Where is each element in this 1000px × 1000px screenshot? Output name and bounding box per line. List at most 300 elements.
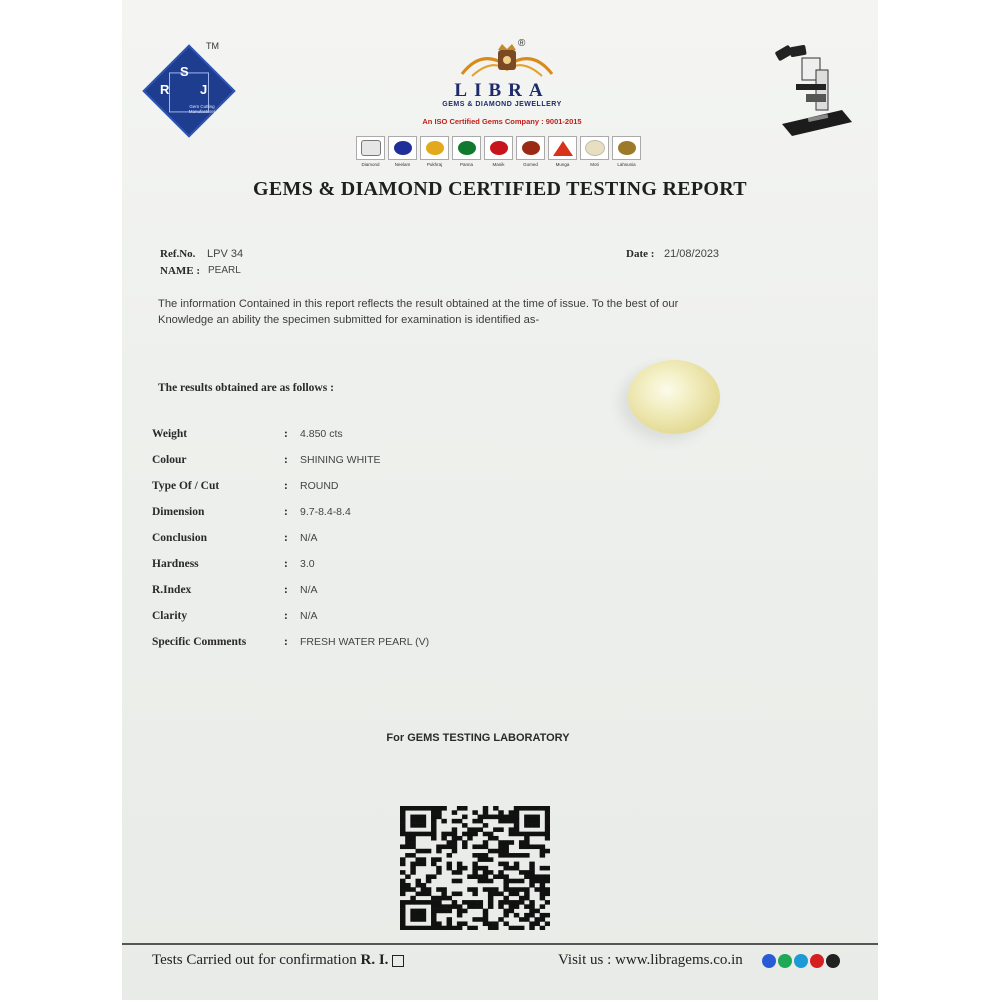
qr-module (462, 823, 467, 828)
qr-module (400, 819, 405, 824)
gem-item: Pukhraj (420, 136, 449, 172)
qr-module (431, 917, 436, 922)
qr-module (540, 896, 545, 901)
qr-module (436, 866, 441, 871)
qr-module (529, 806, 534, 811)
qr-module (436, 849, 441, 854)
qr-module (436, 926, 441, 930)
qr-module (467, 900, 472, 905)
ref-value: LPV 34 (207, 248, 244, 260)
qr-module (421, 862, 426, 867)
qr-module (529, 832, 534, 837)
qr-module (503, 840, 508, 845)
qr-module (488, 879, 493, 884)
registered-mark: ® (518, 38, 526, 49)
qr-module (441, 844, 446, 849)
qr-module (426, 806, 431, 811)
qr-module (483, 810, 488, 815)
qr-module (400, 815, 405, 820)
qr-module (452, 892, 457, 897)
qr-module (447, 909, 452, 914)
qr-module (467, 836, 472, 841)
qr-module (421, 909, 426, 914)
emerald-icon (458, 141, 476, 155)
hessonite-icon (522, 141, 540, 155)
date-label: Date : (626, 248, 655, 260)
qr-module (426, 879, 431, 884)
qr-module (410, 844, 415, 849)
brand-subtitle: GEMS & DIAMOND JEWELLERY (442, 101, 562, 108)
qr-module (431, 857, 436, 862)
gem-item: Lahsunia (612, 136, 641, 172)
qr-module (519, 870, 524, 875)
qr-module (410, 819, 415, 824)
qr-module (410, 823, 415, 828)
qr-module (509, 887, 514, 892)
whatsapp-icon[interactable] (778, 954, 792, 968)
qr-module (545, 819, 550, 824)
checkbox-icon (392, 955, 404, 967)
qr-module (540, 806, 545, 811)
qr-module (426, 832, 431, 837)
pearl-gem-icon (585, 140, 605, 156)
blue-sapphire-icon (394, 141, 412, 155)
qr-module (436, 810, 441, 815)
qr-module (472, 887, 477, 892)
qr-module (488, 896, 493, 901)
qr-module (416, 815, 421, 820)
qr-module (467, 887, 472, 892)
qr-module (545, 806, 550, 811)
qr-module (493, 836, 498, 841)
qr-module (452, 900, 457, 905)
qr-module (483, 921, 488, 926)
name-value: PEARL (208, 265, 241, 276)
qr-module (493, 827, 498, 832)
qr-module (529, 909, 534, 914)
qr-module (452, 870, 457, 875)
qr-module (524, 836, 529, 841)
ref-label: Ref.No. (160, 248, 196, 260)
gem-item: Moti (580, 136, 609, 172)
qr-module (488, 857, 493, 862)
qr-module (493, 921, 498, 926)
qr-module (509, 904, 514, 909)
qr-module (483, 815, 488, 820)
qr-module (410, 853, 415, 858)
qr-module (436, 870, 441, 875)
qr-module (483, 913, 488, 918)
qr-module (457, 862, 462, 867)
qr-module (514, 900, 519, 905)
qr-module (426, 849, 431, 854)
qr-module (519, 926, 524, 930)
qr-module (483, 832, 488, 837)
qr-module (431, 904, 436, 909)
qr-module (545, 900, 550, 905)
qr-module (519, 896, 524, 901)
qr-module (457, 904, 462, 909)
qr-module (472, 862, 477, 867)
qr-module (503, 909, 508, 914)
qr-module (462, 815, 467, 820)
qr-module (540, 874, 545, 879)
qr-module (431, 836, 436, 841)
qr-module (431, 815, 436, 820)
qr-module (410, 866, 415, 871)
cats-eye-icon (618, 141, 636, 155)
qr-module (524, 832, 529, 837)
gem-item: Manik (484, 136, 513, 172)
property-row: Specific Comments : FRESH WATER PEARL (V) (152, 636, 430, 648)
qr-module (545, 810, 550, 815)
qr-module (441, 832, 446, 837)
qr-module (478, 815, 483, 820)
qr-module (534, 806, 539, 811)
qr-module (478, 900, 483, 905)
qr-module (503, 874, 508, 879)
website-link[interactable]: Visit us : www.libragems.co.in (558, 952, 743, 968)
qr-module (509, 827, 514, 832)
qr-module (472, 870, 477, 875)
rsj-letters: S R J (160, 64, 208, 97)
qr-module (416, 823, 421, 828)
qr-module (416, 883, 421, 888)
qr-module (509, 840, 514, 845)
qr-module (462, 921, 467, 926)
qr-module (400, 887, 405, 892)
qr-module (431, 874, 436, 879)
property-row: Clarity : N/A (152, 610, 318, 622)
qr-module (534, 844, 539, 849)
qr-module (467, 832, 472, 837)
qr-module (534, 909, 539, 914)
qr-module (410, 913, 415, 918)
qr-module (509, 879, 514, 884)
qr-module (431, 862, 436, 867)
qr-module (488, 849, 493, 854)
qr-module (503, 815, 508, 820)
rsj-subtitle: Gem Cutting Manufacturer (188, 104, 216, 114)
qr-module (534, 819, 539, 824)
qr-module (493, 887, 498, 892)
date-value: 21/08/2023 (664, 248, 720, 260)
qr-module (462, 806, 467, 811)
qr-module (498, 840, 503, 845)
qr-module (514, 887, 519, 892)
qr-module (524, 819, 529, 824)
qr-module (441, 926, 446, 930)
qr-module (514, 926, 519, 930)
qr-module (529, 862, 534, 867)
qr-module (421, 887, 426, 892)
qr-module (483, 844, 488, 849)
qr-module (545, 921, 550, 926)
qr-module (509, 900, 514, 905)
qr-module (519, 917, 524, 922)
qr-module (421, 917, 426, 922)
qr-module (467, 926, 472, 930)
qr-module (478, 879, 483, 884)
qr-module (524, 892, 529, 897)
qr-module (431, 823, 436, 828)
qr-module (524, 896, 529, 901)
qr-module (400, 926, 405, 930)
instagram-icon[interactable] (826, 954, 840, 968)
qr-module (514, 913, 519, 918)
qr-module (426, 887, 431, 892)
qr-module (431, 913, 436, 918)
qr-module (452, 836, 457, 841)
qr-module (509, 926, 514, 930)
qr-module (483, 909, 488, 914)
qr-module (519, 853, 524, 858)
qr-module (452, 819, 457, 824)
qr-module (410, 926, 415, 930)
qr-module (452, 827, 457, 832)
qr-module (519, 832, 524, 837)
qr-module (400, 883, 405, 888)
qr-module (524, 917, 529, 922)
qr-module (410, 840, 415, 845)
qr-module (421, 849, 426, 854)
qr-module (545, 849, 550, 854)
qr-module (472, 917, 477, 922)
qr-module (529, 904, 534, 909)
qr-module (493, 806, 498, 811)
qr-module (405, 832, 410, 837)
qr-module (441, 887, 446, 892)
qr-module (545, 874, 550, 879)
qr-module (524, 904, 529, 909)
qr-module (472, 904, 477, 909)
qr-module (498, 844, 503, 849)
qr-module (400, 921, 405, 926)
qr-module (457, 909, 462, 914)
qr-module (421, 892, 426, 897)
qr-module (524, 806, 529, 811)
qr-module (400, 913, 405, 918)
qr-module (509, 853, 514, 858)
qr-module (524, 874, 529, 879)
qr-module (488, 904, 493, 909)
qr-module (400, 857, 405, 862)
qr-module (405, 883, 410, 888)
qr-module (436, 909, 441, 914)
qr-module (483, 866, 488, 871)
qr-module (436, 900, 441, 905)
qr-module (431, 900, 436, 905)
qr-module (493, 849, 498, 854)
qr-module (503, 819, 508, 824)
qr-module (540, 887, 545, 892)
qr-module (400, 879, 405, 884)
qr-module (519, 879, 524, 884)
qr-module (436, 896, 441, 901)
qr-module (488, 926, 493, 930)
qr-module (472, 810, 477, 815)
qr-module (410, 870, 415, 875)
qr-module (421, 815, 426, 820)
qr-module (421, 883, 426, 888)
qr-module (503, 849, 508, 854)
qr-module (498, 917, 503, 922)
social-icons (762, 954, 840, 968)
qr-module (534, 832, 539, 837)
qr-module (509, 892, 514, 897)
qr-module (436, 815, 441, 820)
footer-divider (122, 943, 878, 945)
qr-module (416, 806, 421, 811)
qr-module (529, 823, 534, 828)
qr-module (519, 887, 524, 892)
qr-module (400, 904, 405, 909)
qr-module (514, 853, 519, 858)
qr-module (447, 904, 452, 909)
qr-module (503, 896, 508, 901)
qr-module (457, 892, 462, 897)
qr-module (524, 823, 529, 828)
gem-item: Neelam (388, 136, 417, 172)
youtube-icon[interactable] (810, 954, 824, 968)
qr-module (431, 819, 436, 824)
qr-module (416, 892, 421, 897)
qr-module (478, 844, 483, 849)
qr-module (400, 844, 405, 849)
qr-module (410, 836, 415, 841)
qr-module (472, 874, 477, 879)
qr-module (431, 810, 436, 815)
qr-module (447, 840, 452, 845)
qr-module (472, 892, 477, 897)
microscope-icon (772, 44, 856, 140)
yellow-sapphire-icon (426, 141, 444, 155)
qr-module (540, 926, 545, 930)
qr-module (483, 879, 488, 884)
qr-module (514, 832, 519, 837)
qr-module (410, 909, 415, 914)
qr-module (529, 819, 534, 824)
qr-module (524, 870, 529, 875)
qr-module (529, 926, 534, 930)
qr-module (534, 879, 539, 884)
qr-module (405, 840, 410, 845)
qr-module (534, 874, 539, 879)
qr-module (410, 862, 415, 867)
qr-module (540, 832, 545, 837)
qr-module (447, 853, 452, 858)
qr-module (498, 810, 503, 815)
qr-module (503, 844, 508, 849)
results-heading: The results obtained are as follows : (158, 382, 334, 394)
qr-module (488, 900, 493, 905)
libra-crown-logo (452, 44, 562, 80)
qr-module (462, 900, 467, 905)
qr-module (436, 844, 441, 849)
qr-module (452, 904, 457, 909)
qr-module (514, 815, 519, 820)
qr-module (467, 827, 472, 832)
qr-module (421, 819, 426, 824)
qr-module (509, 819, 514, 824)
qr-module (457, 836, 462, 841)
qr-module (405, 806, 410, 811)
qr-module (421, 823, 426, 828)
qr-module (540, 892, 545, 897)
qr-module (452, 879, 457, 884)
report-title: GEMS & DIAMOND CERTIFIED TESTING REPORT (253, 178, 747, 200)
qr-module (410, 815, 415, 820)
qr-module (431, 896, 436, 901)
qr-module (478, 904, 483, 909)
qr-code[interactable] (400, 806, 550, 930)
qr-module (447, 917, 452, 922)
qr-module (493, 815, 498, 820)
qr-module (519, 840, 524, 845)
qr-module (405, 926, 410, 930)
gem-item: Gomed (516, 136, 545, 172)
qr-module (400, 832, 405, 837)
qr-module (452, 926, 457, 930)
qr-module (426, 900, 431, 905)
qr-module (405, 844, 410, 849)
skype-icon[interactable] (794, 954, 808, 968)
qr-module (498, 853, 503, 858)
facebook-icon[interactable] (762, 954, 776, 968)
qr-module (467, 904, 472, 909)
qr-module (400, 892, 405, 897)
qr-module (421, 926, 426, 930)
qr-module (421, 832, 426, 837)
qr-module (457, 921, 462, 926)
qr-module (472, 832, 477, 837)
qr-module (457, 806, 462, 811)
qr-module (514, 806, 519, 811)
qr-module (509, 810, 514, 815)
qr-module (483, 887, 488, 892)
qr-module (483, 823, 488, 828)
qr-module (545, 815, 550, 820)
gem-item: Panna (452, 136, 481, 172)
property-row: Colour : SHINING WHITE (152, 454, 381, 466)
qr-module (457, 879, 462, 884)
lab-signature-line: For GEMS TESTING LABORATORY (386, 732, 570, 744)
qr-module (545, 832, 550, 837)
qr-module (519, 806, 524, 811)
qr-module (410, 917, 415, 922)
qr-module (529, 921, 534, 926)
qr-module (400, 900, 405, 905)
qr-module (431, 909, 436, 914)
qr-module (545, 913, 550, 918)
qr-module (503, 900, 508, 905)
qr-module (400, 862, 405, 867)
qr-module (483, 917, 488, 922)
qr-module (452, 810, 457, 815)
qr-module (426, 926, 431, 930)
qr-module (488, 870, 493, 875)
trademark-mark: TM (206, 41, 219, 51)
qr-module (514, 819, 519, 824)
qr-module (540, 849, 545, 854)
qr-module (421, 913, 426, 918)
qr-module (514, 823, 519, 828)
qr-module (416, 909, 421, 914)
qr-module (447, 862, 452, 867)
qr-module (447, 896, 452, 901)
qr-module (524, 887, 529, 892)
qr-module (540, 844, 545, 849)
